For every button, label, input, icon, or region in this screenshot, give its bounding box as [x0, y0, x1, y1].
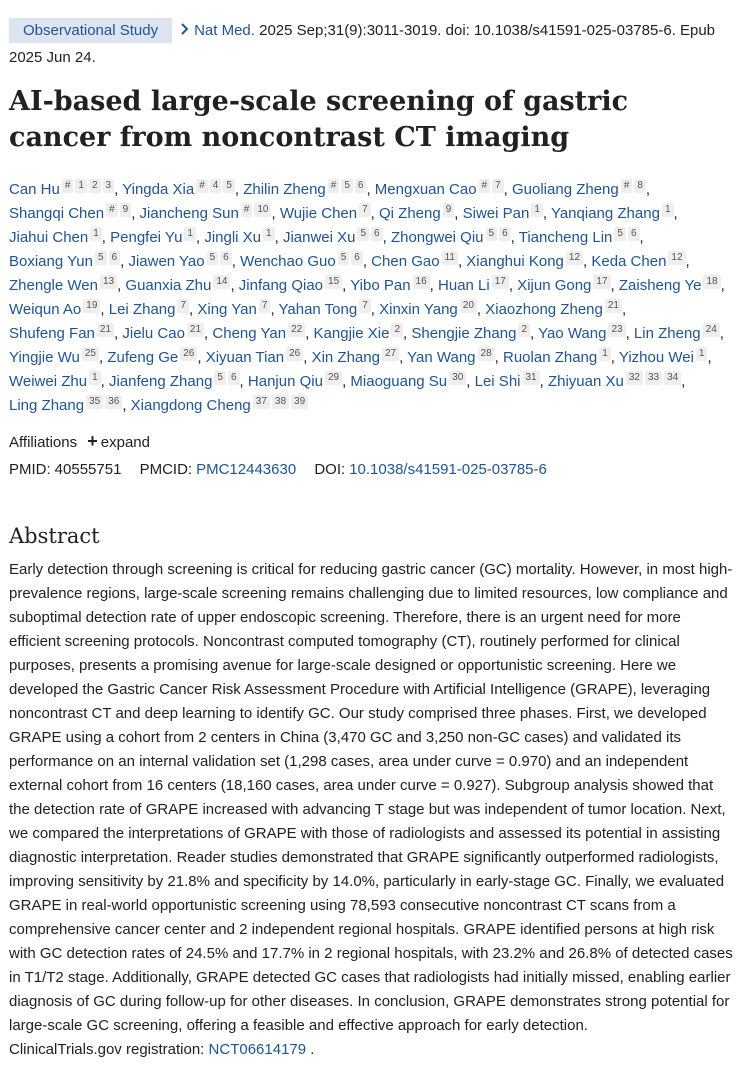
author-name-link[interactable]: Kangjie Xie [313, 325, 390, 342]
affiliation-marker[interactable]: 24 [703, 323, 720, 337]
author-separator: , [685, 253, 690, 270]
author-name-link[interactable]: Jiancheng Sun [139, 205, 239, 222]
abstract-heading: Abstract [9, 524, 100, 548]
author-separator: , [366, 181, 375, 198]
author-separator: , [99, 349, 108, 366]
affiliation-marker[interactable]: 33 [645, 371, 662, 385]
author-entry [239, 277, 342, 294]
author-name-link[interactable]: Lei Zhang [108, 301, 176, 318]
author-name-link[interactable]: Shengjie Zhang [411, 325, 517, 342]
author-separator: , [719, 325, 724, 342]
author-separator: , [204, 325, 213, 342]
author-separator: , [101, 229, 111, 246]
author-name-link[interactable]: Wenchao Guo [240, 253, 336, 270]
affiliation-marker[interactable]: 17 [593, 275, 610, 289]
pmid-value: 40555751 [54, 461, 122, 478]
author-separator: , [610, 277, 619, 294]
author-entry [485, 301, 622, 318]
author-name-link[interactable]: Xin Zhang [311, 349, 380, 366]
affiliation-marker[interactable]: 36 [105, 395, 122, 409]
affiliation-marker[interactable]: 20 [460, 299, 477, 313]
author-entry [107, 349, 197, 366]
affiliation-marker[interactable]: 6 [109, 251, 121, 265]
author-separator: , [114, 325, 123, 342]
author-separator: , [342, 373, 351, 390]
affiliation-marker[interactable]: 26 [180, 347, 197, 361]
registration-label: ClinicalTrials.gov registration: [9, 1041, 205, 1058]
author-entry [391, 229, 511, 246]
publication-type-badge[interactable]: Observational Study [9, 18, 172, 43]
author-entry [350, 373, 466, 390]
author-separator: , [403, 325, 412, 342]
author-entry [212, 325, 305, 342]
author-entry [206, 349, 304, 366]
author-separator: , [274, 229, 283, 246]
author-separator: , [100, 301, 109, 318]
author-entry [463, 205, 543, 222]
author-entry [128, 253, 231, 270]
author-separator: , [303, 349, 312, 366]
affiliation-marker[interactable]: 17 [492, 275, 509, 289]
affiliation-marker[interactable]: 9 [443, 203, 455, 217]
author-entry [280, 205, 371, 222]
author-name-link[interactable]: Wujie Chen [279, 205, 358, 222]
article-title: AI-based large-scale screening of gastric cancer from noncontrast CT imaging [9, 86, 629, 153]
affiliation-marker[interactable]: 27 [382, 347, 399, 361]
affiliation-marker[interactable]: 3 [103, 179, 115, 193]
affiliation-marker[interactable]: 1 [531, 203, 543, 217]
affiliation-marker[interactable]: # [241, 203, 253, 217]
author-separator: , [645, 181, 651, 198]
author-entry [438, 277, 509, 294]
abstract-body [9, 558, 733, 1062]
author-name-link[interactable]: Jingli Xu [204, 229, 262, 246]
author-name-link[interactable]: Weiqun Ao [9, 301, 82, 318]
author-name-link[interactable]: Guoliang Zheng [512, 181, 619, 198]
author-separator: , [530, 325, 539, 342]
author-entry [312, 349, 400, 366]
affiliation-marker[interactable]: 11 [442, 251, 458, 265]
author-separator: , [508, 277, 518, 294]
author-entry [9, 205, 131, 222]
affiliation-marker[interactable]: 9 [120, 203, 132, 217]
author-entry [122, 181, 235, 198]
affiliation-marker[interactable]: 16 [413, 275, 430, 289]
affiliation-marker[interactable]: 6 [228, 371, 240, 385]
citation-line [9, 0, 733, 71]
author-separator: , [131, 205, 140, 222]
trial-registration-link[interactable]: NCT06614179 [208, 1041, 307, 1058]
affiliation-marker[interactable]: 1 [599, 347, 611, 361]
author-entry [109, 373, 240, 390]
doi-label: DOI: [314, 461, 346, 478]
author-name-link[interactable]: Ruolan Zhang [503, 349, 598, 366]
author-name-link[interactable]: Weiwei Zhu [9, 373, 88, 390]
author-entry [551, 205, 674, 222]
author-entry [110, 229, 196, 246]
author-separator: , [270, 301, 279, 318]
affiliation-marker[interactable]: 10 [254, 203, 271, 217]
author-entry [9, 253, 120, 270]
author-separator: , [189, 301, 198, 318]
affiliation-marker[interactable]: 2 [518, 323, 530, 337]
affiliation-marker[interactable]: 5 [486, 227, 498, 241]
author-name-link[interactable]: Yao Wang [538, 325, 607, 342]
affiliation-marker[interactable]: 31 [523, 371, 540, 385]
author-entry [466, 253, 583, 270]
author-name-link[interactable]: Xijun Gong [517, 277, 592, 294]
author-name-link[interactable]: Xiyuan Tian [205, 349, 285, 366]
author-separator: , [429, 277, 439, 294]
affiliation-marker[interactable]: 1 [89, 371, 101, 385]
author-separator: , [305, 325, 314, 342]
registration-period: . [310, 1041, 315, 1058]
author-name-link[interactable]: Jiahui Chen [9, 229, 89, 246]
affiliation-marker[interactable]: 12 [668, 251, 685, 265]
affiliation-marker[interactable]: 4 [210, 179, 222, 193]
author-entry [591, 253, 685, 270]
author-name-link[interactable]: Qi Zheng [379, 205, 441, 222]
author-entry [197, 301, 270, 318]
author-name-link[interactable]: Jiawen Yao [128, 253, 205, 270]
doi-link[interactable]: 10.1038/s41591-025-03785-6 [349, 461, 547, 478]
author-separator: , [195, 229, 205, 246]
author-name-link[interactable]: Chen Gao [371, 253, 440, 270]
author-separator: , [610, 349, 619, 366]
author-entry [140, 205, 272, 222]
author-separator: , [457, 253, 467, 270]
author-separator: , [120, 253, 129, 270]
affiliation-marker[interactable]: 5 [341, 179, 353, 193]
author-name-link[interactable]: Pengfei Yu [110, 229, 183, 246]
journal-link[interactable]: Nat Med. [194, 22, 255, 39]
author-entry [411, 325, 530, 342]
author-name-link[interactable]: Zufeng Ge [107, 349, 179, 366]
author-name-link[interactable]: Zhiyuan Xu [547, 373, 624, 390]
author-separator: , [583, 253, 592, 270]
author-separator: , [454, 205, 463, 222]
affiliation-marker[interactable]: 1 [263, 227, 275, 241]
author-name-link[interactable]: Mengxuan Cao [374, 181, 477, 198]
author-separator: , [239, 373, 248, 390]
author-entry [503, 349, 611, 366]
affiliation-marker[interactable]: 6 [220, 251, 232, 265]
affiliations-expand-button[interactable] [87, 431, 150, 451]
pmcid-label: PMCID: [139, 461, 193, 478]
pmcid-link[interactable]: PMC12443630 [196, 461, 297, 478]
author-name-link[interactable]: Lin Zheng [633, 325, 701, 342]
author-name-link[interactable]: Jianwei Xu [282, 229, 356, 246]
author-separator: , [673, 205, 678, 222]
affiliation-marker[interactable]: 7 [259, 299, 271, 313]
affiliations-row [9, 430, 733, 454]
affiliation-marker[interactable]: 18 [703, 275, 720, 289]
author-entry [517, 277, 610, 294]
author-separator: , [542, 205, 551, 222]
affiliation-marker[interactable]: 37 [253, 395, 270, 409]
affiliation-marker[interactable]: # [621, 179, 633, 193]
author-name-link[interactable]: Boxiang Yun [9, 253, 93, 270]
author-name-link[interactable]: Yingjie Wu [9, 349, 80, 366]
author-entry [375, 181, 504, 198]
author-name-link[interactable]: Tiancheng Lin [518, 229, 613, 246]
affiliation-marker[interactable]: 1 [696, 347, 708, 361]
affiliation-marker[interactable]: 1 [184, 227, 196, 241]
author-entry [109, 301, 189, 318]
author-entry [9, 397, 122, 414]
affiliation-marker[interactable]: 2 [391, 323, 403, 337]
author-name-link[interactable]: Xiangdong Cheng [130, 397, 251, 414]
author-name-link[interactable]: Zhongwei Qiu [390, 229, 484, 246]
author-entry [379, 301, 477, 318]
author-name-link[interactable]: Keda Chen [591, 253, 667, 270]
affiliation-marker[interactable]: 21 [605, 299, 622, 313]
author-entry [9, 301, 100, 318]
author-entry [131, 397, 308, 414]
affiliation-marker[interactable]: 6 [351, 251, 363, 265]
author-entry [619, 349, 708, 366]
affiliation-marker[interactable]: 26 [286, 347, 303, 361]
affiliation-marker[interactable]: 21 [97, 323, 114, 337]
author-name-link[interactable]: Zaisheng Ye [618, 277, 702, 294]
affiliation-marker[interactable]: 12 [566, 251, 583, 265]
author-name-link[interactable]: Ling Zhang [9, 397, 85, 414]
affiliation-marker[interactable]: 25 [82, 347, 99, 361]
affiliation-marker[interactable]: 5 [95, 251, 107, 265]
article-identifiers [9, 459, 733, 481]
author-entry [9, 229, 102, 246]
author-entry [619, 277, 721, 294]
author-name-link[interactable]: Hanjun Qiu [247, 373, 323, 390]
author-separator: , [234, 181, 244, 198]
author-entry [240, 253, 363, 270]
affiliation-marker[interactable]: # [62, 179, 74, 193]
affiliation-marker[interactable]: # [328, 179, 340, 193]
author-separator: , [720, 277, 725, 294]
author-name-link[interactable]: Zhengle Wen [9, 277, 98, 294]
affiliation-marker[interactable]: 35 [86, 395, 103, 409]
affiliation-marker[interactable]: 2 [89, 179, 101, 193]
author-name-link[interactable]: Guanxia Zhu [125, 277, 212, 294]
author-entry [243, 181, 366, 198]
affiliation-marker[interactable]: 29 [325, 371, 342, 385]
author-separator: , [382, 229, 391, 246]
author-entry [548, 373, 681, 390]
affiliation-marker[interactable]: 6 [628, 227, 640, 241]
author-entry [379, 205, 454, 222]
author-name-link[interactable]: Can Hu [9, 181, 60, 198]
expand-label: expand [100, 434, 150, 451]
affiliations-label: Affiliations [9, 434, 78, 451]
author-separator: , [466, 373, 475, 390]
author-entry [122, 325, 204, 342]
author-name-link[interactable]: Miaoguang Su [350, 373, 448, 390]
affiliation-marker[interactable]: 15 [325, 275, 342, 289]
affiliation-marker[interactable]: 22 [288, 323, 305, 337]
author-entry [519, 229, 640, 246]
affiliation-marker[interactable]: # [479, 179, 491, 193]
author-separator: , [230, 277, 239, 294]
author-name-link[interactable]: Yibo Pan [350, 277, 411, 294]
author-name-link[interactable]: Yingda Xia [122, 181, 195, 198]
author-separator: , [231, 253, 241, 270]
author-separator: , [476, 301, 486, 318]
affiliation-marker[interactable]: 39 [291, 395, 308, 409]
author-name-link[interactable]: Jianfeng Zhang [109, 373, 213, 390]
author-name-link[interactable]: Yizhou Wei [618, 349, 694, 366]
author-entry [9, 373, 101, 390]
author-entry [125, 277, 230, 294]
affiliation-marker[interactable]: 19 [83, 299, 100, 313]
affiliation-marker[interactable]: 5 [223, 179, 235, 193]
author-name-link[interactable]: Jinfang Qiao [238, 277, 324, 294]
affiliation-marker[interactable]: 1 [75, 179, 87, 193]
author-separator: , [370, 301, 380, 318]
author-entry [204, 229, 274, 246]
author-entry [279, 301, 371, 318]
author-name-link[interactable]: Zhilin Zheng [243, 181, 326, 198]
affiliation-marker[interactable]: 21 [187, 323, 204, 337]
affiliation-marker[interactable]: # [196, 179, 208, 193]
affiliation-marker[interactable]: 5 [214, 371, 226, 385]
affiliation-marker[interactable]: 7 [359, 299, 371, 313]
author-entry [9, 277, 117, 294]
author-separator: , [271, 205, 280, 222]
author-entry [407, 349, 495, 366]
abstract-text: Early detection through screening is critical for reducing gastric cancer (GC) mortality. However, in most high-prevalence regions, large-scale screening remains challenging due to limited resources, low compliance and suboptimal detection rate of upper endoscopic screening. Therefore, there is an urgent need for more efficient screening protocols. Noncontrast computed tomography (CT), routinely performed for clinical purposes, presents a promising avenue for large-scale designed or opportunistic screening. Here we developed the Gastric Cancer Risk Assessment Procedure with Artificial Intelligence (GRAPE), leveraging noncontrast CT and deep learning to identify GC. Our study comprised three phases. First, we developed GRAPE using a cohort from 2 centers in China (3,470 GC and 3,250 non-GC cases) and validated its performance on an internal validation set (1,298 cases, area under curve = 0.970) and an independent external cohort from 16 centers (18,160 cases, area under curve = 0.927). Subgroup analysis showed that the detection rate of GRAPE increased with advancing T stage but was independent of tumor location. Next, we compared the interpretations of GRAPE with those of radiologists and assessed its potential in assisting diagnostic interpretation. Reader studies demonstrated that GRAPE significantly outperformed radiologists, improving sensitivity by 21.8% and specificity by 14.0%, particularly in early-stage GC. Finally, we evaluated GRAPE in real-world opportunistic screening using 78,593 consecutive noncontrast CT scans from a comprehensive cancer center and 2 independent regional hospitals. GRAPE identified persons at high risk with GC detection rates of 24.5% and 17.7% in 2 regional hospitals, with 23.2% and 26.8% of detected cases in T1/T2 stage. Additionally, GRAPE detected GC cases that radiologists had initially missed, enabling earlier diagnosis of GC during follow-up for other diseases. In conclusion, GRAPE demonstrates strong potential for large-scale GC screening, offering a feasible and effective approach for early detection. [9, 561, 733, 1034]
author-entry [9, 181, 114, 198]
author-separator: , [621, 301, 627, 318]
author-separator: , [122, 397, 131, 414]
author-name-link[interactable]: Xinxin Yang [379, 301, 458, 318]
affiliation-marker[interactable]: 5 [338, 251, 350, 265]
author-entry [9, 325, 114, 342]
author-separator: , [539, 373, 548, 390]
affiliation-marker[interactable]: 32 [626, 371, 643, 385]
author-entry [350, 277, 429, 294]
affiliation-marker[interactable]: 1 [662, 203, 674, 217]
author-separator: , [114, 181, 123, 198]
affiliation-marker[interactable]: 23 [608, 323, 625, 337]
affiliation-marker[interactable]: 5 [207, 251, 219, 265]
author-name-link[interactable]: Huan Li [438, 277, 490, 294]
affiliation-marker[interactable]: 6 [355, 179, 367, 193]
author-separator: , [639, 229, 644, 246]
author-entry [512, 181, 646, 198]
affiliation-marker[interactable]: 5 [357, 227, 369, 241]
citation-details: 2025 Sep;31(9):3011-3019. doi: 10.1038/s41591-025-03785-6. Epub 2025 Jun 24. [9, 22, 716, 66]
author-separator: , [362, 253, 372, 270]
author-separator: , [510, 229, 519, 246]
plus-icon: + [87, 431, 98, 451]
author-name-link[interactable]: Lei Shi [474, 373, 521, 390]
affiliation-marker[interactable]: 30 [449, 371, 466, 385]
author-entry [475, 373, 540, 390]
affiliation-marker[interactable]: 6 [371, 227, 383, 241]
author-separator: , [370, 205, 379, 222]
affiliation-marker[interactable]: 7 [177, 299, 189, 313]
author-separator: , [117, 277, 126, 294]
author-separator: , [681, 373, 686, 390]
author-name-link[interactable]: Yahan Tong [278, 301, 358, 318]
author-entry [9, 349, 99, 366]
author-list [9, 178, 733, 418]
author-entry [283, 229, 383, 246]
author-name-link[interactable]: Shufeng Fan [9, 325, 95, 342]
author-entry [248, 373, 342, 390]
author-name-link[interactable]: Shangqi Chen [9, 205, 105, 222]
affiliation-marker[interactable]: 5 [614, 227, 626, 241]
author-name-link[interactable]: Yanqiang Zhang [550, 205, 660, 222]
author-name-link[interactable]: Yan Wang [407, 349, 476, 366]
author-entry [314, 325, 403, 342]
author-separator: , [625, 325, 634, 342]
author-name-link[interactable]: Xing Yan [197, 301, 257, 318]
author-separator: , [197, 349, 206, 366]
author-separator: , [399, 349, 408, 366]
author-separator: , [494, 349, 503, 366]
author-name-link[interactable]: Cheng Yan [212, 325, 287, 342]
author-name-link[interactable]: Siwei Pan [462, 205, 530, 222]
affiliation-marker[interactable]: 34 [664, 371, 681, 385]
author-entry [538, 325, 626, 342]
affiliation-marker[interactable]: 6 [499, 227, 511, 241]
author-separator: , [503, 181, 512, 198]
author-separator: , [707, 349, 712, 366]
author-entry [634, 325, 720, 342]
affiliation-marker[interactable]: # [106, 203, 118, 217]
author-entry [371, 253, 458, 270]
affiliation-marker[interactable]: 38 [272, 395, 289, 409]
affiliation-marker[interactable]: 7 [359, 203, 371, 217]
author-name-link[interactable]: Jielu Cao [122, 325, 185, 342]
affiliation-marker[interactable]: 1 [90, 227, 102, 241]
author-separator: , [100, 373, 109, 390]
affiliation-marker[interactable]: 13 [100, 275, 117, 289]
pmid-label: PMID: [9, 461, 51, 478]
chevron-right-icon [180, 17, 190, 44]
affiliation-marker[interactable]: 7 [492, 179, 504, 193]
author-name-link[interactable]: Xiaozhong Zheng [485, 301, 603, 318]
affiliation-marker[interactable]: 28 [478, 347, 495, 361]
affiliation-marker[interactable]: 14 [213, 275, 230, 289]
author-separator: , [342, 277, 351, 294]
affiliation-marker[interactable]: 8 [634, 179, 646, 193]
author-name-link[interactable]: Xianghui Kong [466, 253, 564, 270]
